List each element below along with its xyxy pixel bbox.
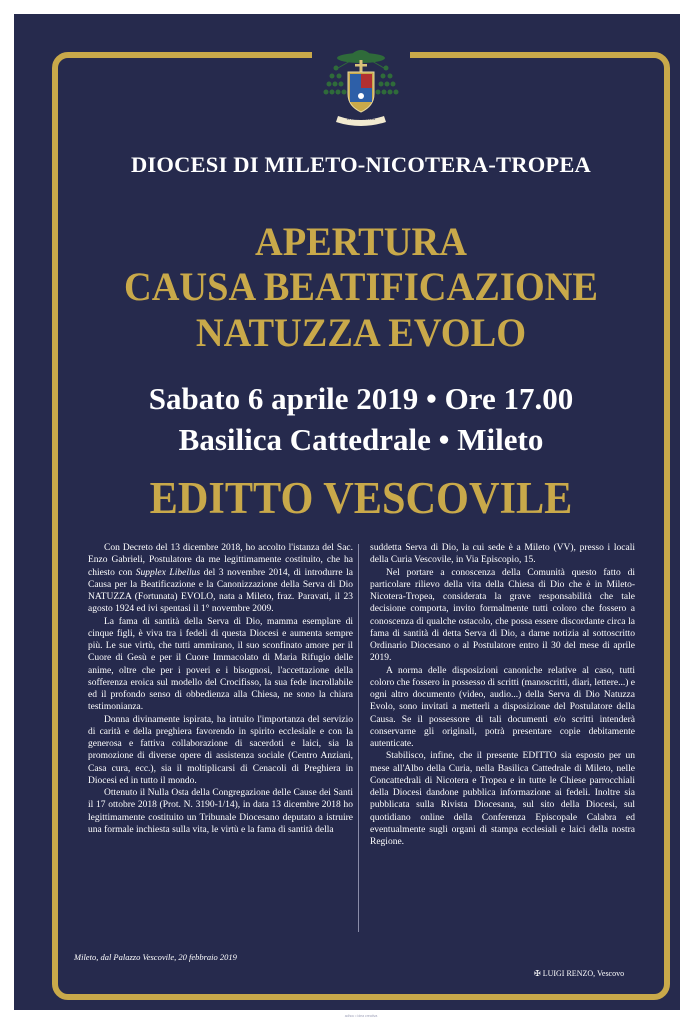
edict-paragraph-5: Nel portare a conoscenza della Comunità questo fatto di particolare rilievo della vita della Chiesa di Dio che è in Mileto-Nicotera-Tropea, considerata la grave responsabilità che tale decisione comporta, invito formalmente tutti coloro che fossero a conoscenza di qualche ostacolo, che possa essere discordante circa la fama di santità di detta Serva di Dio, a darne notizia al sottoscritto Ordinario Diocesano o al Postulatore entro il 30 del mese di aprile 2019. (370, 567, 635, 664)
print-credit: adhoc • idea creativa (344, 1014, 378, 1018)
edict-paragraph-3: Donna divinamente ispirata, ha intuito l'importanza del servizio di carità e della preghiera favorendo in spirito ecclesiale e con la generosa e fattiva collaborazione di sacerdoti e laici, sia la promozione di diverse opere di assistenza sociale (Centro Anziani, Casa cura, ecc.), sia il moltiplicarsi di Cenacoli di Preghiera in Diocesi ed in tutto il mondo. (88, 714, 353, 786)
edict-paragraph-1-start: Con Decreto del 13 dicembre 2018, ho accolto l'istanza del Sac. Enzo Gabrieli, Postulatore da me legittimamente costituito, che ha chiesto con (88, 543, 353, 578)
event-date-time: Sabato 6 aprile 2019 • Ore 17.00 (148, 381, 574, 416)
edict-paragraph-1 (88, 542, 353, 616)
column-divider (358, 544, 359, 932)
place-and-date: Mileto, dal Palazzo Vescovile, 20 febbraio 2019 (74, 952, 237, 962)
crest (312, 44, 410, 130)
edict-paragraph-4: Ottenuto il Nulla Osta della Congregazione delle Cause dei Santi il 17 ottobre 2018 (Prot. N. 3190-1/14), in data 13 dicembre 2018 ho legittimamente costituito un Tribunale Diocesano deputato a istruire una formale inchiesta sulla vita, le virtù e la fama di santità della (88, 788, 353, 835)
poster-background (14, 14, 680, 1018)
cross-icon: ✠ (534, 969, 541, 978)
edict-left-column (88, 542, 353, 836)
signature (534, 969, 624, 978)
event-place: Basilica Cattedrale • Mileto (178, 422, 544, 457)
diocese-name: DIOCESI DI MILETO-NICOTERA-TROPEA (130, 152, 591, 177)
edict-right-column (370, 542, 635, 848)
edict-paragraph-2: La fama di santità della Serva di Dio, mamma esemplare di cinque figli, è viva tra i fedeli di questa Diocesi e aumenta sempre più. Le sue virtù, che tutti ammirano, il suo sconfinato amore per il Cuore di Gesù e per il Cuore Immacolato di Maria Rifugio delle anime, oltre che per i poveri e i bisognosi, l'accettazione della sofferenza eroica sul modello del Crocifisso, la sua fede incrollabile ed il profondo senso di obbedienza alla Chiesa, ne sono la chiara testimonianza. (88, 616, 353, 713)
edict-paragraph-6: A norma delle disposizioni canoniche relative al caso, tutti coloro che fossero in possesso di scritti (manoscritti, diari, lettere...) e ogni altro documento (video, audio...) della Serva di Dio Natuzza Evolo, sono invitati a metterli a disposizione del Postulatore della Causa. Se il possessore di tali documenti e/o scritti intenderà conservarne gli originali, potrà presentare copie debitamente autenticate. (370, 665, 635, 749)
headline-line-1: APERTURA (254, 219, 467, 264)
signer-title: , Vescovo (593, 969, 625, 978)
gold-frame (52, 52, 670, 1000)
edict-paragraph-1-end: del 3 novembre 2014, di introdurre la Causa per la Beatificazione e la Canonizzazione della Serva di Dio NATUZZA (Fortunata) EVOLO, nata a Mileto, fraz. Paravati, il 23 agosto 1924 ed ivi spentasi il 1° novembre 2009. (88, 567, 353, 615)
headline-line-3: NATUZZA EVOLO (195, 310, 527, 355)
edict-paragraph-4-continued: suddetta Serva di Dio, la cui sede è a Mileto (VV), presso i locali della Curia Vescovile, in Via Episcopio, 15. (370, 543, 635, 566)
edict-paragraph-7: Stabilisco, infine, che il presente EDITTO sia esposto per un mese all'Albo della Curia, nella Basilica Cattedrale di Mileto, nelle Concattedrali di Nicotera e Tropea e in tutte le Chiese parrocchiali della Diocesi dandone pubblica informazione ai fedeli. Inoltre sia pubblicata sulla Rivista Diocesana, sul sito della Diocesi, sul quotidiano online della Conferenza Episcopale Calabra ed eventualmente sugli organi di stampa ecclesiali e laici della nostra Regione. (370, 751, 635, 847)
crest-motto: IN CARITATE VERA (346, 117, 376, 121)
headline-line-2: CAUSA BEATIFICAZIONE (123, 264, 599, 309)
supplex-libellus-term: Supplex Libellus (135, 567, 201, 578)
signer-name: LUIGI RENZO (542, 969, 594, 978)
edict-title: EDITTO VESCOVILE (149, 473, 573, 523)
